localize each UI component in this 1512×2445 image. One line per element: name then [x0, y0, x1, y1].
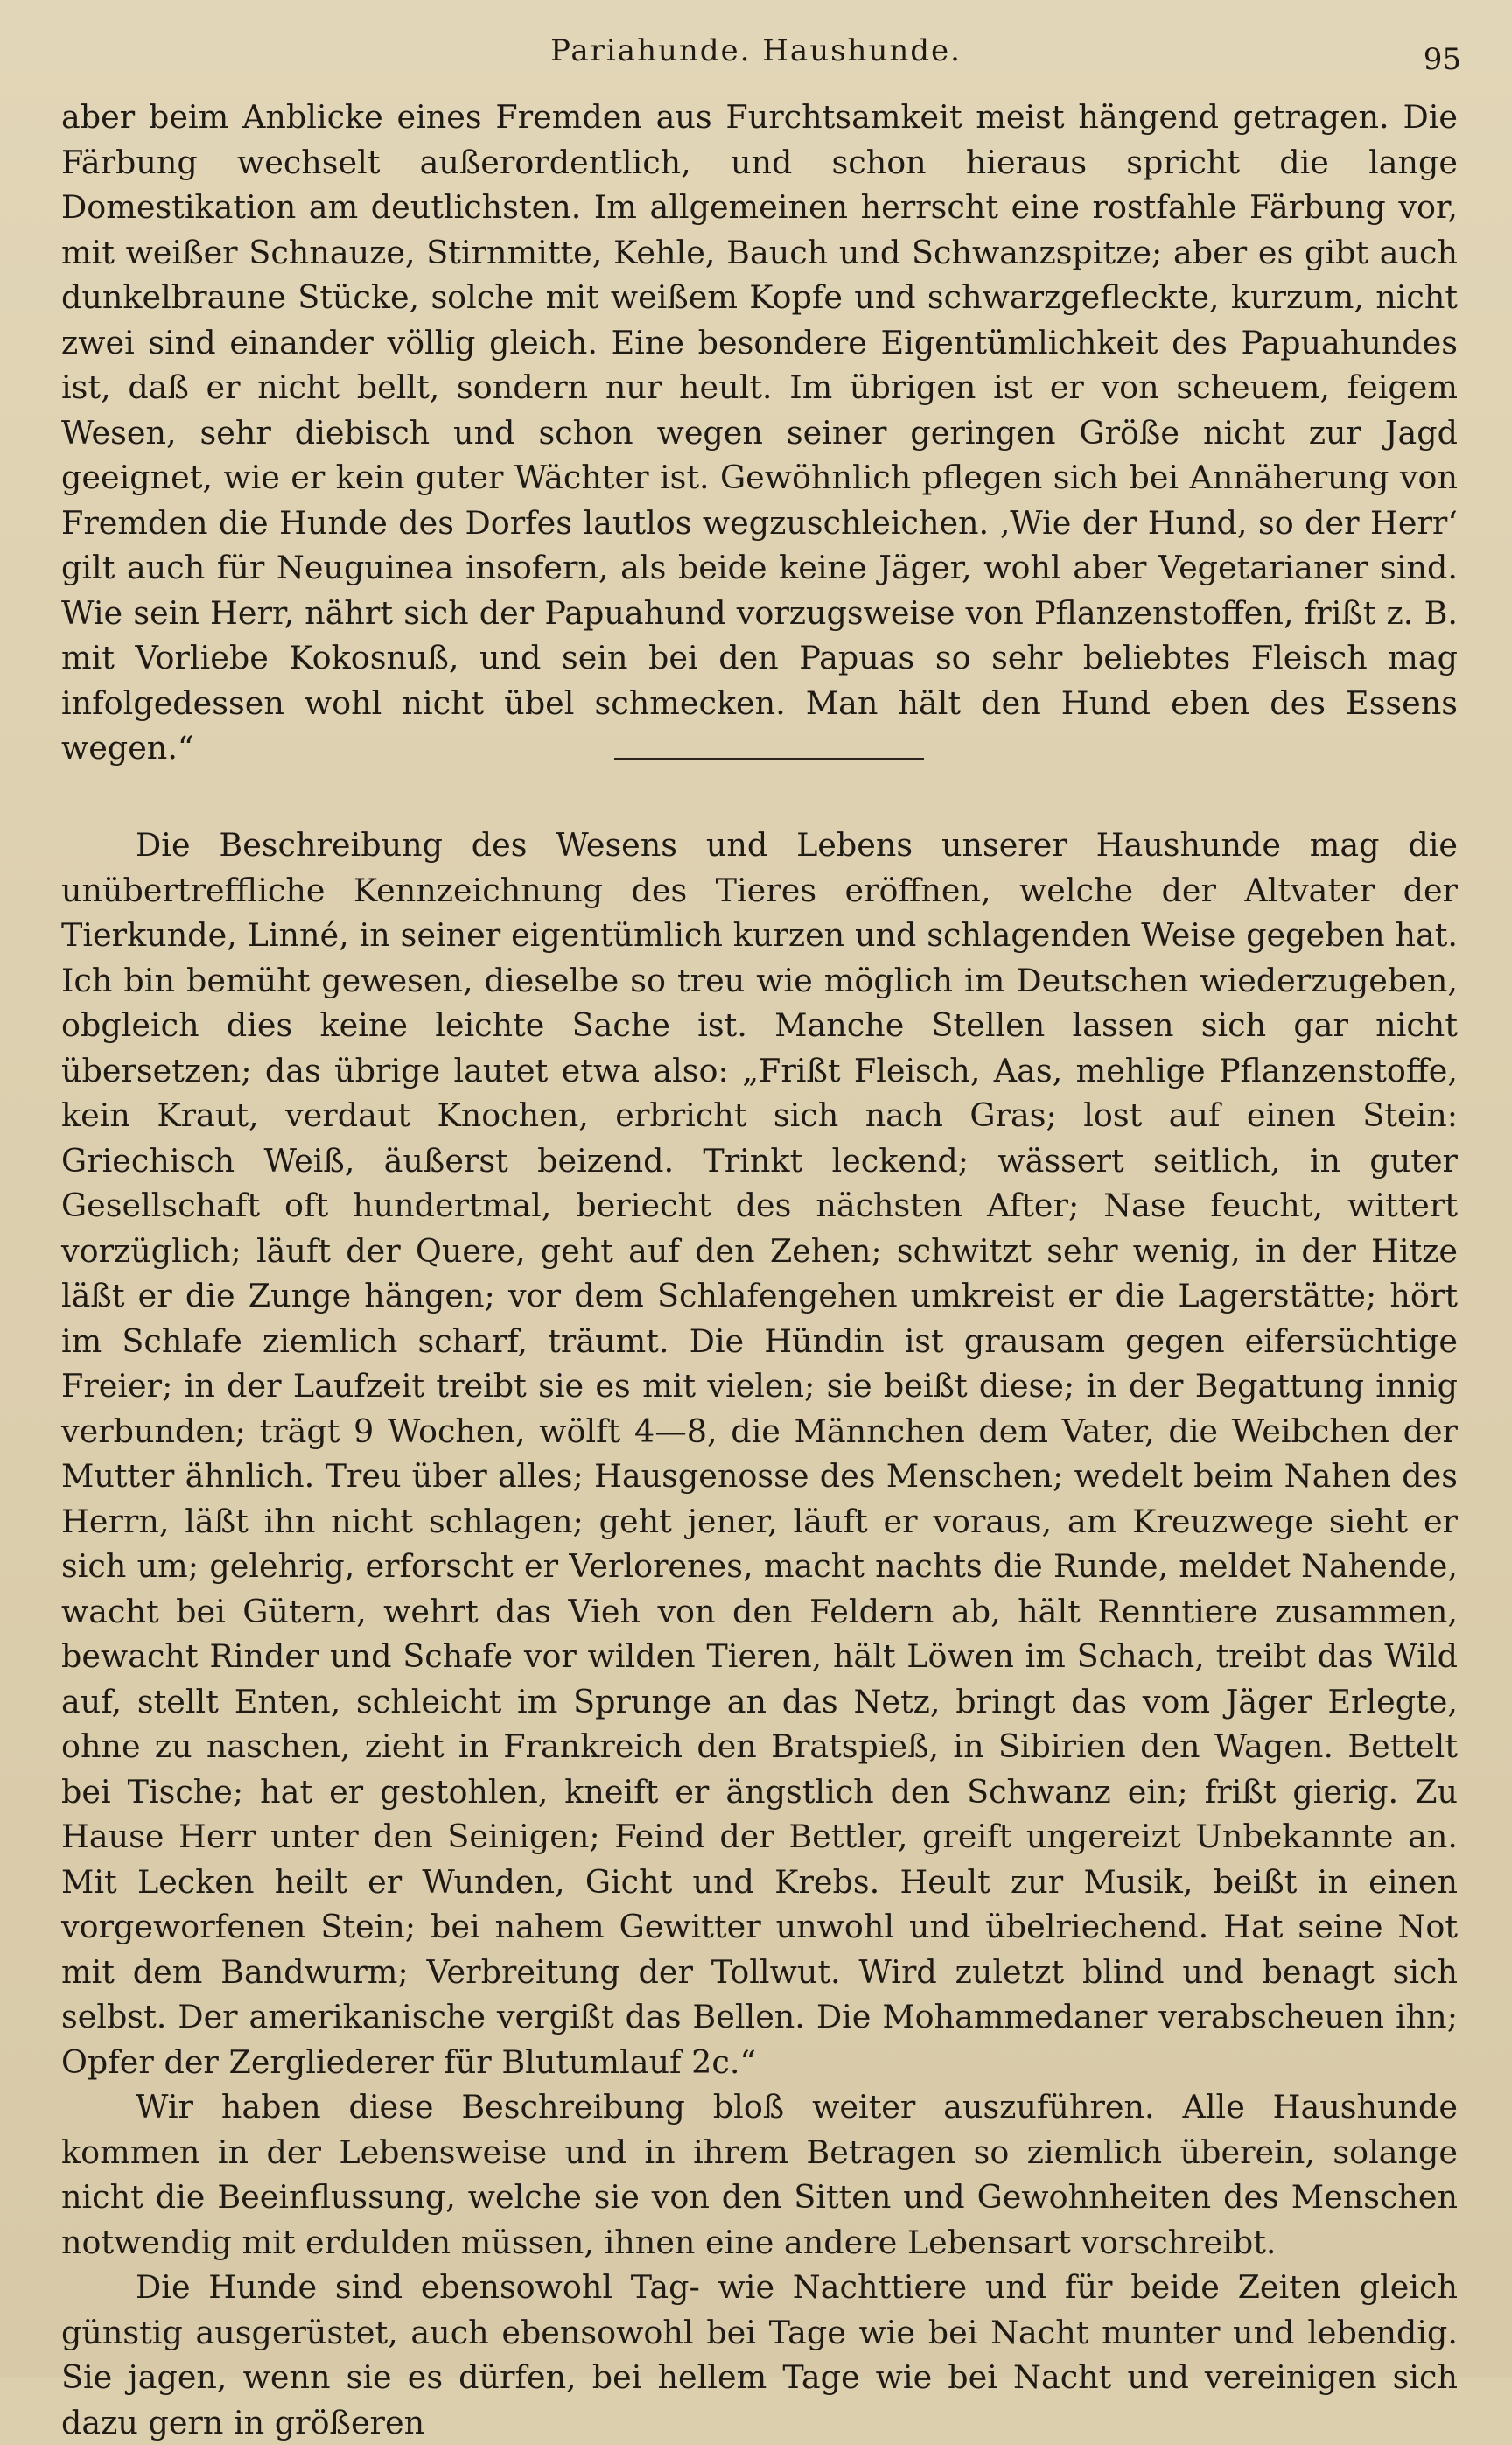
text-block-main: [61, 823, 1458, 2445]
paragraph-papuahund: aber beim Anblicke eines Fremden aus Furchtsamkeit meist hängend getragen. Die Färbung wechselt außerordentlich, und schon hieraus spricht die lange Domestikation am deutlichsten. Im allgemeinen herrscht eine rostfahle Färbung vor, mit weißer Schnauze, Stirnmitte, Kehle, Bauch und Schwanzspitze; aber es gibt auch dunkelbraune Stücke, solche mit weißem Kopfe und schwarzgefleckte, kurzum, nicht zwei sind einander völlig gleich. Eine besondere Eigentümlichkeit des Papuahundes ist, daß er nicht bellt, sondern nur heult. Im übrigen ist er von scheuem, feigem Wesen, sehr diebisch und schon wegen seiner geringen Größe nicht zur Jagd geeignet, wie er kein guter Wächter ist. Gewöhnlich pflegen sich bei Annäherung von Fremden die Hunde des Dorfes lautlos wegzuschleichen. ‚Wie der Hund, so der Herr‘ gilt auch für Neuguinea insofern, als beide keine Jäger, wohl aber Vegetarianer sind. Wie sein Herr, nährt sich der Papuahund vorzugsweise von Pflanzenstoffen, frißt z. B. mit Vorliebe Kokosnuß, und sein bei den Papuas so sehr beliebtes Fleisch mag infolgedessen wohl nicht übel schmecken. Man hält den Hund eben des Essens wegen.“: [61, 98, 1458, 767]
running-head: Pariahunde. Haushunde.: [550, 33, 962, 68]
paragraph-linne-description: Die Beschreibung des Wesens und Lebens unserer Haushunde mag die unübertreffliche Kennzeichnung des Tieres eröffnen, welche der Altvater der Tierkunde, Linné, in seiner eigentümlich kurzen und schlagenden Weise gegeben hat. Ich bin bemüht gewesen, dieselbe so treu wie möglich im Deutschen wiederzugeben, obgleich dies keine leichte Sache ist. Manche Stellen lassen sich gar nicht übersetzen; das übrige lautet etwa also: „Frißt Fleisch, Aas, mehlige Pflanzenstoffe, kein Kraut, verdaut Knochen, erbricht sich nach Gras; lost auf einen Stein: Griechisch Weiß, äußerst beizend. Trinkt leckend; wässert seitlich, in guter Gesellschaft oft hundertmal, beriecht des nächsten After; Nase feucht, wittert vorzüglich; läuft der Quere, geht auf den Zehen; schwitzt sehr wenig, in der Hitze läßt er die Zunge hängen; vor dem Schlafengehen umkreist er die Lagerstätte; hört im Schlafe ziemlich scharf, träumt. Die Hündin ist grausam gegen eifersüchtige Freier; in der Laufzeit treibt sie es mit vielen; sie beißt diese; in der Begattung innig verbunden; trägt 9 Wochen, wölft 4—8, die Männchen dem Vater, die Weibchen der Mutter ähnlich. Treu über alles; Hausgenosse des Menschen; wedelt beim Nahen des Herrn, läßt ihn nicht schlagen; geht jener, läuft er voraus, am Kreuzwege sieht er sich um; gelehrig, erforscht er Verlorenes, macht nachts die Runde, meldet Nahende, wacht bei Gütern, wehrt das Vieh von den Feldern ab, hält Renntiere zusammen, bewacht Rinder und Schafe vor wilden Tieren, hält Löwen im Schach, treibt das Wild auf, stellt Enten, schleicht im Sprunge an das Netz, bringt das vom Jäger Erlegte, ohne zu naschen, zieht in Frankreich den Bratspieß, in Sibirien den Wagen. Bettelt bei Tische; hat er gestohlen, kneift er ängstlich den Schwanz ein; frißt gierig. Zu Hause Herr unter den Seinigen; Feind der Bettler, greift ungereizt Unbekannte an. Mit Lecken heilt er Wunden, Gicht und Krebs. Heult zur Musik, beißt in einen vorgeworfenen Stein; bei nahem Gewitter unwohl und übelriechend. Hat seine Not mit dem Bandwurm; Verbreitung der Tollwut. Wird zuletzt blind und benagt sich selbst. Der amerikanische vergißt das Bellen. Die Mohammedaner verabscheuen ihn; Opfer der Zergliederer für Blutumlauf 2c.“: [61, 826, 1458, 2081]
page-number: 95: [1423, 42, 1461, 77]
paragraph-lebensweise: Wir haben diese Beschreibung bloß weiter auszuführen. Alle Haushunde kommen in der Lebensweise und in ihrem Betragen so ziemlich überein, solange nicht die Beeinflussung, welche sie von den Sitten und Gewohnheiten des Menschen notwendig mit erdulden müssen, ihnen eine andere Lebensart vorschreibt.: [61, 2088, 1458, 2261]
section-divider: [614, 758, 924, 760]
page-header: [0, 33, 1512, 77]
text-block-top: [61, 95, 1458, 771]
paragraph-tag-nacht: Die Hunde sind ebensowohl Tag- wie Nachttiere und für beide Zeiten gleich günstig ausgerüstet, auch ebensowohl bei Tage wie bei Nacht munter und lebendig. Sie jagen, wenn sie es dürfen, bei hellem Tage wie bei Nacht und vereinigen sich dazu gern in größeren: [61, 2268, 1458, 2441]
